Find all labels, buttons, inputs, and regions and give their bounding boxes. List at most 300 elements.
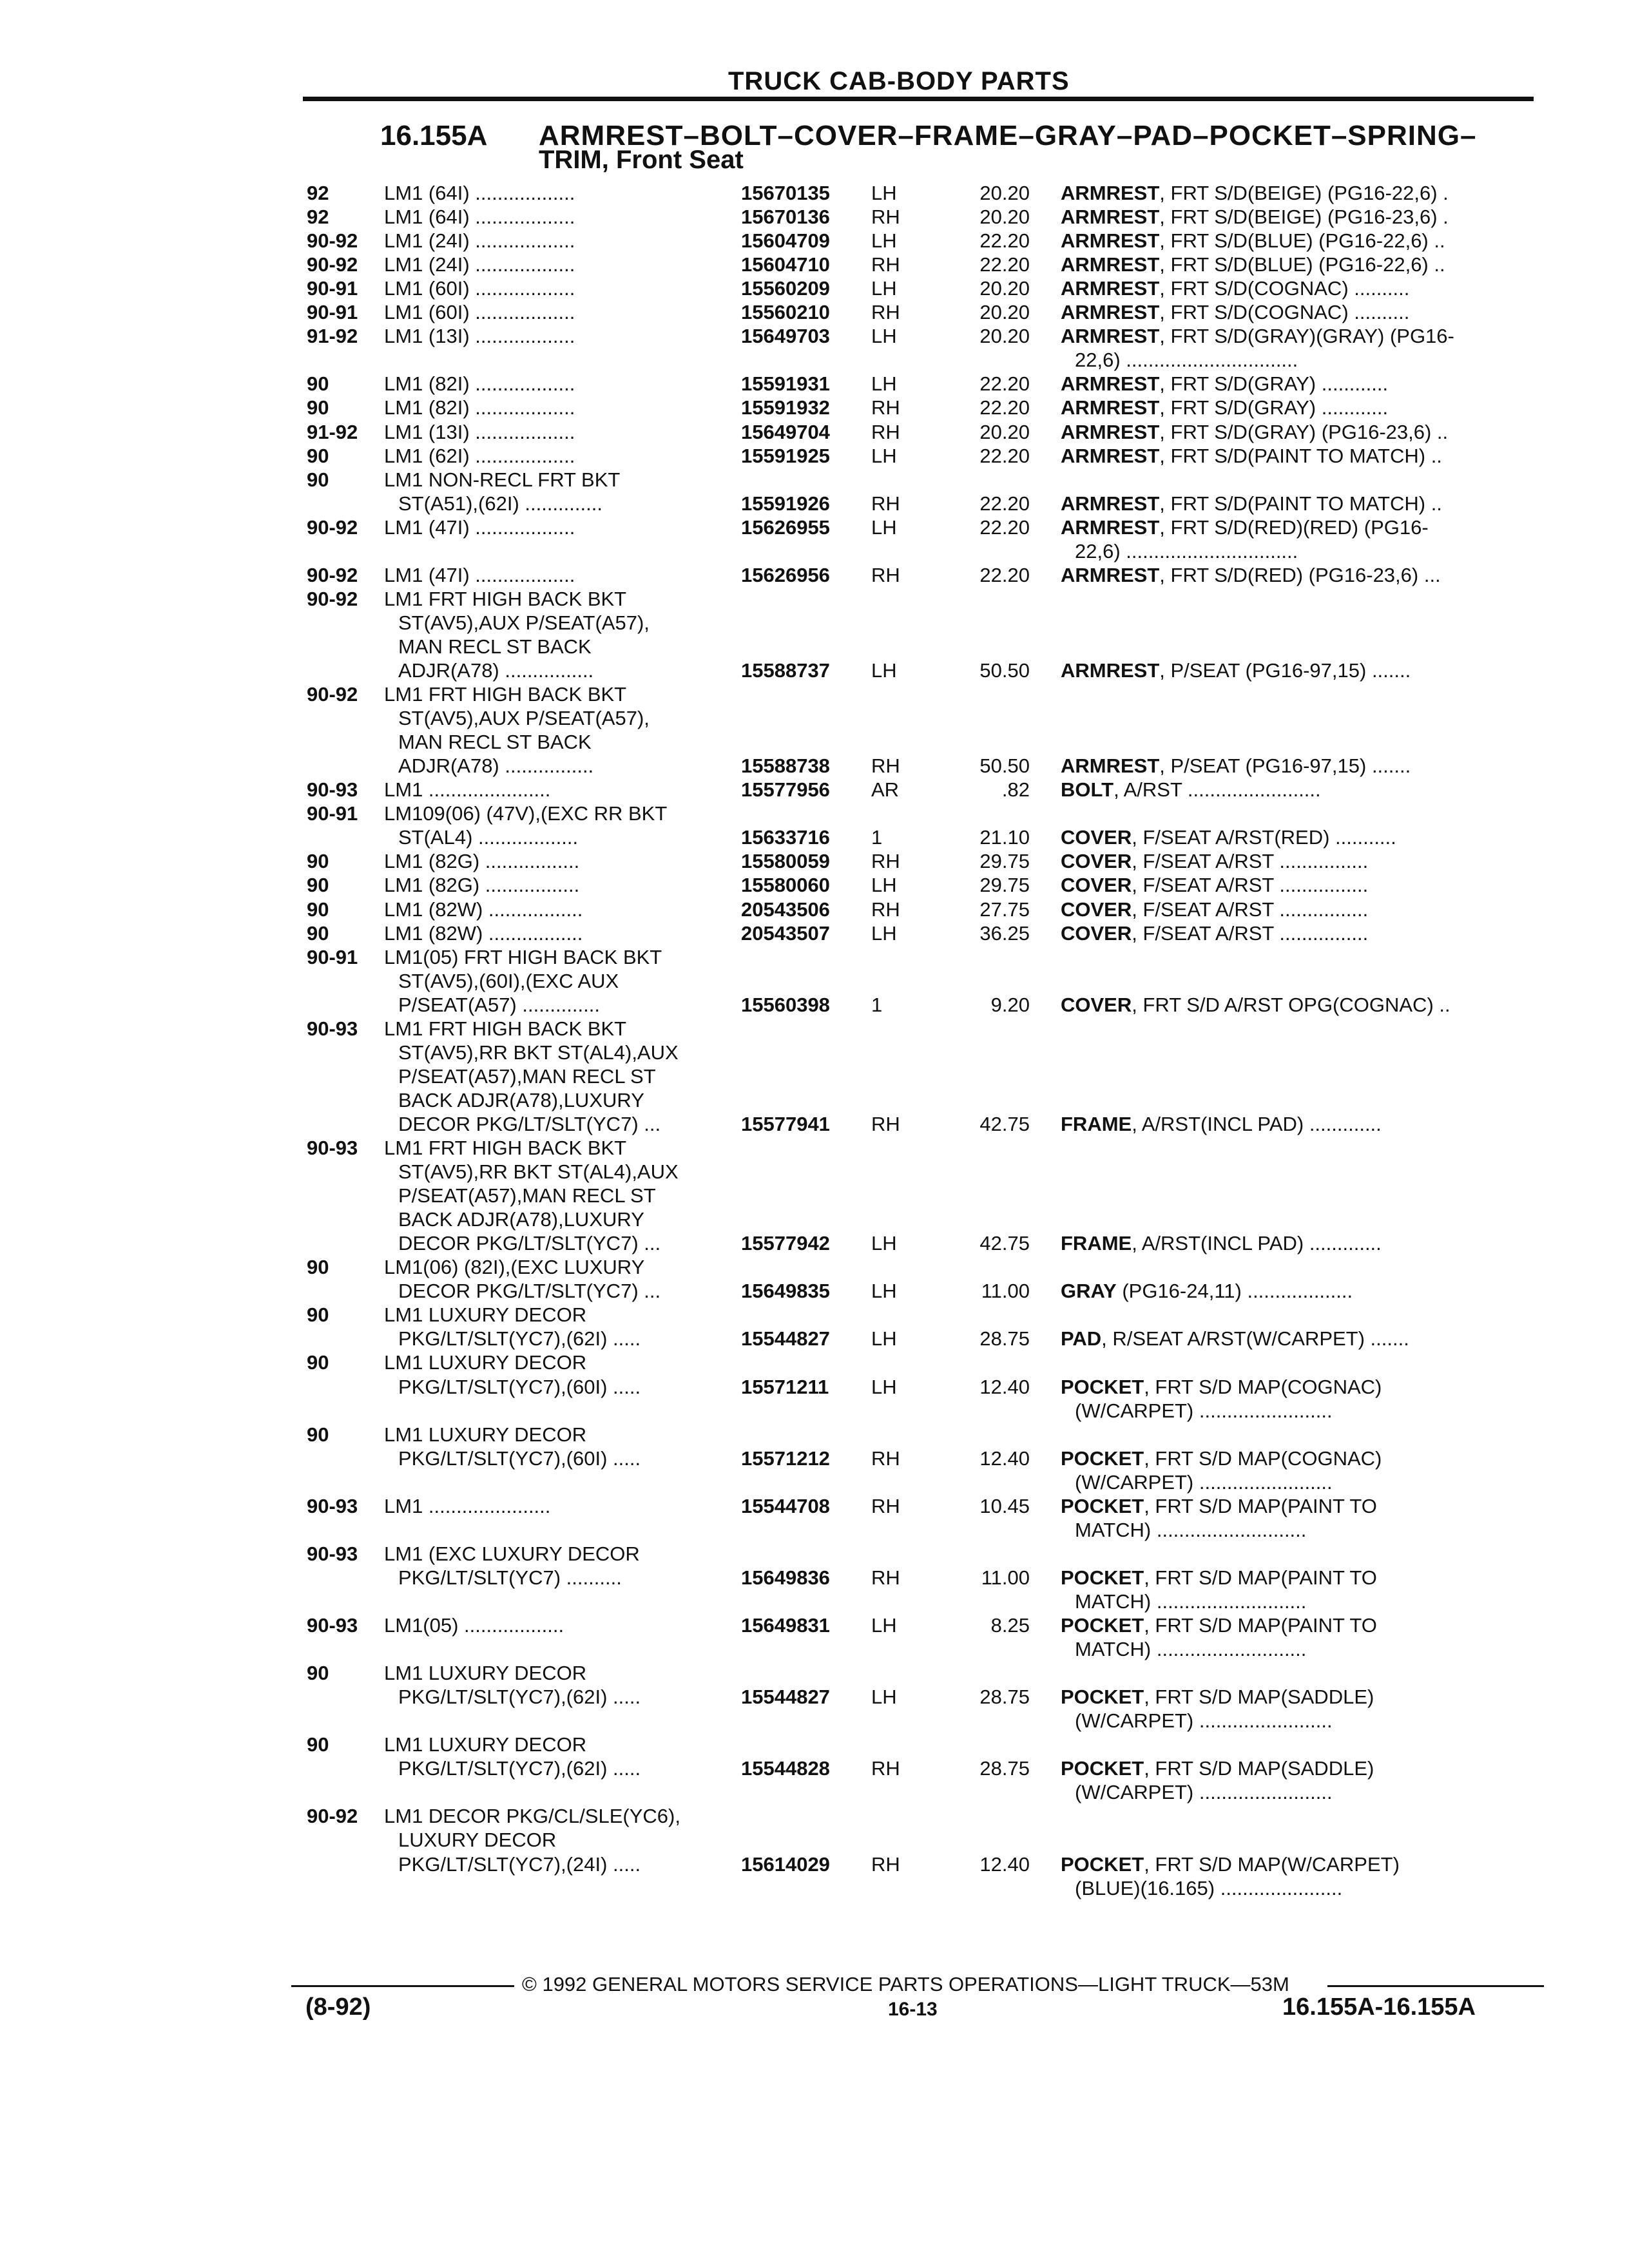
footer-section-ref: 16.155A-16.155A [1282,1994,1476,2021]
price: 22.20 [979,253,1030,276]
price: 20.20 [979,277,1030,300]
part-name-detail: , FRT S/D MAP(SADDLE) [1144,1757,1374,1780]
parts-list-line [0,1184,1629,1207]
quantity-side: RH [871,1566,900,1589]
part-name [1061,993,1525,1017]
parts-list-line [0,1017,1629,1041]
part-number: 15560210 [741,301,830,324]
price: 21.10 [979,826,1030,849]
quantity-side: RH [871,301,900,324]
model-year: 90-92 [307,1805,358,1828]
part-number: 20543506 [741,898,830,921]
part-name-detail: , FRT S/D(COGNAC) .......... [1159,277,1410,300]
quantity-side: AR [871,778,900,802]
part-name-detail: , FRT S/D(PAINT TO MATCH) .. [1159,492,1442,515]
parts-list-line [0,969,1629,993]
usage-description: ST(AV5),RR BKT ST(AL4),AUX [398,1160,679,1184]
part-number: 15577956 [741,778,830,802]
part-number: 15626955 [741,515,830,539]
part-name [1075,1780,1525,1804]
footer-copyright: © 1992 GENERAL MOTORS SERVICE PARTS OPERATIONS—LIGHT TRUCK—53M [522,1973,1289,1995]
part-name [1061,1613,1525,1637]
price: 22.20 [979,515,1030,539]
part-name-keyword: FRAME [1061,1232,1132,1255]
part-name-keyword: POCKET [1061,1852,1144,1876]
usage-description: LM1 LUXURY DECOR [384,1303,587,1327]
usage-description: LM1 (62I) .................. [384,444,575,467]
part-name [1061,1494,1525,1518]
usage-description: MAN RECL ST BACK [398,635,592,658]
quantity-side: LH [871,182,897,204]
quantity-side: LH [871,1375,897,1398]
parts-list-line [0,1637,1629,1661]
part-name-detail: , FRT S/D(RED) (PG16-23,6) ... [1159,563,1441,586]
parts-list-line [0,898,1629,921]
model-year: 90-91 [307,277,358,300]
part-name-detail: , FRT S/D(GRAY)(GRAY) (PG16- [1159,325,1454,348]
part-number: 15580059 [741,850,830,873]
model-year: 92 [307,206,329,229]
parts-list-line [0,1518,1629,1542]
parts-list-line [0,849,1629,873]
quantity-side: RH [871,420,900,443]
quantity-side: RH [871,206,900,229]
quantity-side: RH [871,1494,900,1517]
parts-list-line [0,1136,1629,1160]
parts-list-line [0,1327,1629,1350]
parts-list-line [0,1255,1629,1279]
parts-list-line [0,1231,1629,1255]
price: 20.20 [979,182,1030,204]
price: 22.20 [979,492,1030,515]
part-name [1061,825,1525,849]
quantity-side: LH [871,1686,897,1709]
part-number: 15604709 [741,229,830,253]
part-name [1075,1876,1525,1900]
section-title-continued: TRIM, Front Seat [539,146,744,174]
part-number: 15670136 [741,206,830,229]
page-header-title: TRUCK CAB-BODY PARTS [728,67,1070,95]
parts-list-line [0,730,1629,754]
quantity-side: RH [871,754,900,778]
quantity-side: RH [871,850,900,873]
part-name-detail: , F/SEAT A/RST(RED) ........... [1132,826,1396,849]
part-name-detail: , F/SEAT A/RST ................ [1132,874,1369,897]
part-name-detail: , FRT S/D(PAINT TO MATCH) .. [1159,444,1442,467]
usage-description: ADJR(A78) ................ [398,754,594,778]
price: 9.20 [990,993,1030,1016]
part-name [1061,898,1525,921]
part-name-keyword: ARMREST [1061,206,1160,229]
parts-list-line [0,1780,1629,1804]
usage-description: LM1 (13I) .................. [384,420,575,443]
part-name-detail: , F/SEAT A/RST ................ [1132,850,1369,873]
part-name-detail: 22,6) ............................... [1075,539,1298,562]
parts-list-line [0,563,1629,587]
part-number: 15649835 [741,1280,830,1303]
usage-description: LUXURY DECOR [398,1829,557,1852]
price: 22.20 [979,444,1030,467]
parts-list-line [0,1733,1629,1756]
part-name-keyword: COVER [1061,921,1132,945]
section-number: 16.155A [380,120,488,151]
part-number: 15544708 [741,1494,830,1517]
price: 28.75 [979,1686,1030,1709]
price: 42.75 [979,1112,1030,1135]
header-rule [303,97,1534,101]
parts-list-line [0,754,1629,778]
parts-list-line [0,1828,1629,1852]
price: 22.20 [979,563,1030,586]
part-number: 15626956 [741,563,830,586]
part-name [1075,348,1525,372]
usage-description: DECOR PKG/LT/SLT(YC7) ... [398,1112,661,1135]
parts-list-line [0,635,1629,658]
part-name-detail: (PG16-24,11) ................... [1116,1280,1353,1303]
usage-description: LM1 (82I) .................. [384,396,575,419]
part-number: 15580060 [741,874,830,897]
part-name-detail: , FRT S/D MAP(SADDLE) [1144,1686,1374,1709]
part-name-keyword: COVER [1061,898,1132,921]
part-name [1061,1446,1525,1470]
part-number: 15588738 [741,754,830,778]
quantity-side: LH [871,1280,897,1303]
part-number: 15591926 [741,492,830,515]
part-name [1075,1709,1525,1733]
part-name-detail: (W/CARPET) ........................ [1075,1709,1333,1733]
part-name [1075,1518,1525,1542]
usage-description: LM1 NON-RECL FRT BKT [384,468,621,491]
part-name-detail: 22,6) ............................... [1075,349,1298,372]
parts-list-line [0,324,1629,348]
footer-date: (8-92) [305,1994,371,2021]
usage-description: ST(AV5),RR BKT ST(AL4),AUX [398,1041,679,1064]
part-name-detail: , FRT S/D A/RST OPG(COGNAC) .. [1132,993,1451,1016]
model-year: 90 [307,372,329,396]
part-number: 15560398 [741,993,830,1016]
part-name [1061,873,1525,897]
part-name-detail: , FRT S/D MAP(PAINT TO [1144,1566,1377,1589]
model-year: 90-93 [307,1137,358,1159]
part-number: 15544827 [741,1686,830,1709]
part-name-keyword: COVER [1061,850,1132,873]
usage-description: PKG/LT/SLT(YC7),(60I) ..... [398,1375,641,1398]
quantity-side: RH [871,1112,900,1135]
price: 20.20 [979,420,1030,443]
parts-list-line [0,1279,1629,1303]
part-number: 15591925 [741,444,830,467]
parts-list-line [0,1446,1629,1470]
part-name [1075,1637,1525,1661]
part-name-keyword: BOLT [1061,778,1114,802]
price: 12.40 [979,1446,1030,1470]
part-name-keyword: ARMREST [1061,277,1160,300]
model-year: 90 [307,1733,329,1756]
model-year: 90-93 [307,1494,358,1517]
quantity-side: LH [871,229,897,253]
usage-description: LM1 LUXURY DECOR [384,1351,587,1374]
part-name [1061,181,1525,205]
part-number: 20543507 [741,921,830,945]
parts-list-line [0,1804,1629,1828]
model-year: 90-92 [307,253,358,276]
part-name-keyword: COVER [1061,826,1132,849]
usage-description: LM1 ...................... [384,1494,551,1517]
footer-rule-left [291,1985,514,1987]
model-year: 90 [307,874,329,897]
part-name [1061,1852,1525,1876]
model-year: 90 [307,444,329,467]
usage-description: PKG/LT/SLT(YC7) .......... [398,1566,622,1589]
parts-list-line [0,921,1629,945]
part-number: 15649703 [741,325,830,348]
parts-list-line [0,539,1629,563]
part-name-detail: , A/RST(INCL PAD) ............. [1132,1232,1382,1255]
usage-description: DECOR PKG/LT/SLT(YC7) ... [398,1280,661,1303]
usage-description: LM1 (64I) .................. [384,206,575,229]
part-name-detail: , FRT S/D(GRAY) ............ [1159,396,1389,419]
part-number: 15649836 [741,1566,830,1589]
part-name [1075,1470,1525,1494]
model-year: 90-92 [307,563,358,586]
part-number: 15571212 [741,1446,830,1470]
part-name-detail: , FRT S/D MAP(W/CARPET) [1144,1852,1400,1876]
price: .82 [1001,778,1030,802]
parts-list-line [0,1566,1629,1590]
usage-description: LM1 FRT HIGH BACK BKT [384,683,627,706]
usage-description: LM1 (82G) ................. [384,850,580,873]
parts-list-line [0,1423,1629,1446]
part-name-keyword: POCKET [1061,1566,1144,1589]
section-title: ARMREST–BOLT–COVER–FRAME–GRAY–PAD–POCKET–SPRING– [539,120,1477,151]
parts-list-line [0,1064,1629,1088]
model-year: 90-93 [307,778,358,802]
parts-list-line [0,1207,1629,1231]
part-name-detail: , FRT S/D(COGNAC) .......... [1159,301,1410,324]
part-number: 15577942 [741,1232,830,1255]
part-name-detail: , FRT S/D(RED)(RED) (PG16- [1159,515,1429,539]
part-name-keyword: ARMREST [1061,444,1160,467]
part-name [1061,754,1525,778]
part-name [1061,396,1525,419]
parts-list-line [0,778,1629,802]
parts-list-line [0,468,1629,492]
part-name-detail: MATCH) ........................... [1075,1590,1307,1613]
part-name-detail: , FRT S/D MAP(PAINT TO [1144,1614,1377,1637]
model-year: 90-93 [307,1542,358,1565]
part-name [1061,444,1525,468]
parts-list-line [0,1303,1629,1327]
usage-description: BACK ADJR(A78),LUXURY [398,1088,644,1111]
usage-description: LM1 (13I) .................. [384,325,575,348]
price: 29.75 [979,850,1030,873]
parts-list-line [0,1852,1629,1876]
part-number: 15577941 [741,1112,830,1135]
parts-list-line [0,1756,1629,1780]
part-name [1061,778,1525,802]
price: 50.50 [979,659,1030,682]
parts-list-line [0,1375,1629,1399]
part-name-keyword: POCKET [1061,1375,1144,1398]
usage-description: LM1 (60I) .................. [384,301,575,324]
usage-description: LM1 LUXURY DECOR [384,1423,587,1446]
model-year: 91-92 [307,420,358,443]
part-name-keyword: POCKET [1061,1757,1144,1780]
parts-list-line [0,1542,1629,1566]
parts-list-line [0,300,1629,324]
parts-list-line [0,873,1629,897]
usage-description: PKG/LT/SLT(YC7),(62I) ..... [398,1686,641,1709]
part-name [1061,1566,1525,1590]
part-name-detail: , FRT S/D MAP(PAINT TO [1144,1494,1377,1517]
model-year: 90-92 [307,683,358,706]
model-year: 90 [307,1662,329,1685]
part-name [1061,492,1525,515]
usage-description: PKG/LT/SLT(YC7),(62I) ..... [398,1327,641,1350]
part-name-keyword: ARMREST [1061,515,1160,539]
part-name-keyword: FRAME [1061,1112,1132,1135]
parts-list-line [0,611,1629,635]
usage-description: LM1 (60I) .................. [384,277,575,300]
part-name [1061,1756,1525,1780]
quantity-side: LH [871,1614,897,1637]
price: 22.20 [979,372,1030,396]
usage-description: DECOR PKG/LT/SLT(YC7) ... [398,1232,661,1255]
model-year: 90 [307,1423,329,1446]
part-number: 15649831 [741,1614,830,1637]
usage-description: LM1 FRT HIGH BACK BKT [384,1017,627,1040]
model-year: 92 [307,182,329,204]
part-name-detail: , FRT S/D MAP(COGNAC) [1144,1375,1382,1398]
model-year: 90-91 [307,945,358,968]
parts-list-line [0,1709,1629,1733]
usage-description: LM1 (64I) .................. [384,182,575,204]
part-name-detail: , P/SEAT (PG16-97,15) ....... [1159,659,1411,682]
price: 50.50 [979,754,1030,778]
part-number: 15591932 [741,396,830,419]
footer-page-number: 16-13 [888,1999,938,2020]
parts-list-line [0,515,1629,539]
part-name-detail: , F/SEAT A/RST ................ [1132,898,1369,921]
usage-description: LM1 (24I) .................. [384,253,575,276]
part-name-detail: MATCH) ........................... [1075,1518,1307,1541]
part-name [1061,229,1525,253]
parts-list-line [0,945,1629,969]
usage-description: ST(AV5),AUX P/SEAT(A57), [398,611,650,634]
usage-description: ST(AV5),(60I),(EXC AUX [398,969,619,992]
price: 12.40 [979,1375,1030,1398]
model-year: 90-93 [307,1614,358,1637]
parts-list-line [0,802,1629,825]
part-number: 15588737 [741,659,830,682]
parts-list-line [0,372,1629,396]
quantity-side: LH [871,325,897,348]
usage-description: LM1 (82G) ................. [384,874,580,897]
parts-list-line [0,444,1629,468]
usage-description: ST(AL4) .................. [398,826,579,849]
part-name-keyword: POCKET [1061,1446,1144,1470]
part-name [1061,205,1525,229]
part-name-detail: , FRT S/D(GRAY) ............ [1159,372,1389,396]
part-name-keyword: PAD [1061,1327,1102,1350]
price: 20.20 [979,325,1030,348]
model-year: 90 [307,1303,329,1327]
part-name-detail: (BLUE)(16.165) ...................... [1075,1876,1343,1899]
part-name-keyword: GRAY [1061,1280,1117,1303]
usage-description: LM1 (EXC LUXURY DECOR [384,1542,640,1565]
part-name [1061,1375,1525,1399]
part-name [1061,253,1525,276]
model-year: 90 [307,468,329,491]
part-name-detail: , FRT S/D(BLUE) (PG16-22,6) .. [1159,253,1445,276]
part-number: 15604710 [741,253,830,276]
part-name-keyword: COVER [1061,874,1132,897]
parts-list-line [0,1590,1629,1613]
part-number: 15591931 [741,372,830,396]
price: 27.75 [979,898,1030,921]
parts-list-line [0,658,1629,682]
part-name [1061,658,1525,682]
part-number: 15560209 [741,277,830,300]
quantity-side: RH [871,1757,900,1780]
quantity-side: LH [871,921,897,945]
parts-list-line [0,682,1629,706]
part-name [1075,1399,1525,1423]
price: 12.40 [979,1852,1030,1876]
model-year: 90-92 [307,515,358,539]
price: 42.75 [979,1232,1030,1255]
part-name [1061,300,1525,324]
usage-description: LM1 (47I) .................. [384,563,575,586]
model-year: 90 [307,396,329,419]
part-name-keyword: ARMREST [1061,325,1160,348]
parts-list-line [0,205,1629,229]
parts-list-line [0,253,1629,276]
usage-description: LM1 LUXURY DECOR [384,1662,587,1685]
usage-description: MAN RECL ST BACK [398,731,592,754]
price: 22.20 [979,229,1030,253]
quantity-side: LH [871,515,897,539]
part-name-detail: MATCH) ........................... [1075,1638,1307,1661]
part-name-keyword: ARMREST [1061,659,1160,682]
parts-list-line [0,276,1629,300]
part-number: 15614029 [741,1852,830,1876]
parts-list-line [0,993,1629,1017]
usage-description: P/SEAT(A57),MAN RECL ST [398,1064,656,1088]
part-number: 15633716 [741,826,830,849]
part-name-detail: , R/SEAT A/RST(W/CARPET) ....... [1101,1327,1409,1350]
parts-list-line [0,1494,1629,1518]
part-number: 15670135 [741,182,830,204]
parts-list-line [0,1088,1629,1112]
part-name-detail: , A/RST ........................ [1113,778,1321,802]
price: 29.75 [979,874,1030,897]
quantity-side: LH [871,1232,897,1255]
usage-description: LM1(05) .................. [384,1614,564,1637]
part-name [1061,1327,1525,1350]
usage-description: BACK ADJR(A78),LUXURY [398,1208,644,1231]
part-name-keyword: ARMREST [1061,182,1160,204]
parts-list-line [0,1160,1629,1184]
part-name-keyword: ARMREST [1061,396,1160,419]
parts-list-line [0,229,1629,253]
parts-list-line [0,348,1629,372]
model-year: 90 [307,921,329,945]
usage-description: PKG/LT/SLT(YC7),(60I) ..... [398,1446,641,1470]
part-name-keyword: ARMREST [1061,563,1160,586]
part-name-detail: , FRT S/D(BLUE) (PG16-22,6) .. [1159,229,1445,253]
part-name-keyword: COVER [1061,993,1132,1016]
